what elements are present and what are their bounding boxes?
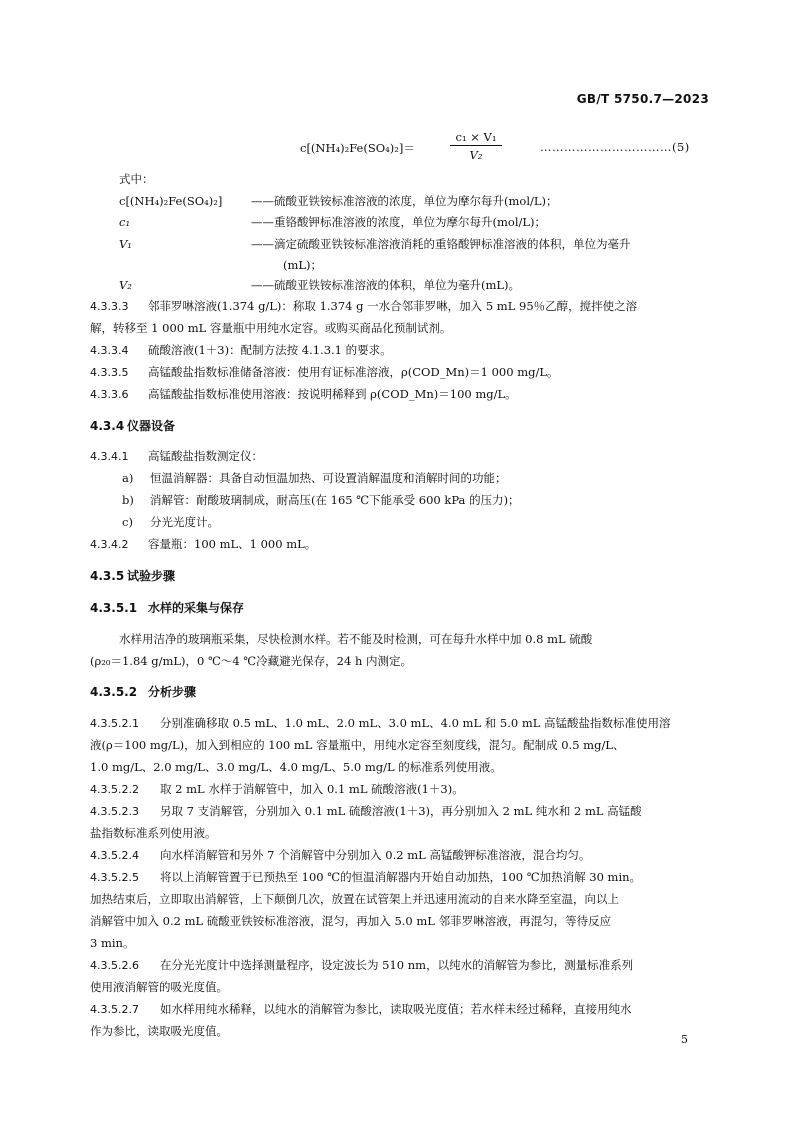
clause-text: 取 2 mL 水样于消解管中，加入 0.1 mL 硫酸溶液(1＋3)。 [160,782,464,796]
clause-number: 4.3.5.2.3 [90,805,139,818]
section-heading-4-3-4 [90,418,176,434]
section-title: 水样的采集与保存 [148,601,245,615]
section-heading-4-3-5-2 [90,684,197,700]
section-title: 试验步骤 [127,569,176,583]
clause-4-3-5-2-6 [90,957,634,974]
def-description: ——硫酸亚铁铵标准溶液的体积，单位为毫升(mL)。 [251,278,521,292]
list-marker: b) [122,493,134,507]
paragraph-line: (ρ₂₀＝1.84 g/mL)，0 ℃～4 ℃冷藏避光保存，24 h 内测定。 [90,654,413,668]
def-symbol: V₁ [119,237,132,251]
section-heading-4-3-5 [90,568,176,584]
clause-4-3-5-2-5 [90,869,642,886]
clause-text: 高锰酸盐指数标准储备溶液：使用有证标准溶液，ρ(COD_Mn)＝1 000 mg/L。 [148,365,559,379]
formula-numerator: c₁ × V₁ [450,130,502,146]
clause-text-cont: 使用液消解管的吸光度值。 [90,980,228,994]
clause-text-cont: 3 min。 [90,936,135,950]
clause-text: 邻菲罗啉溶液(1.374 g/L)：称取 1.374 g 一水合邻菲罗啉，加入 5 mL 95％乙醇，搅拌使之溶 [148,299,638,313]
section-title: 仪器设备 [127,419,176,433]
clause-text-cont: 加热结束后，立即取出消解管，上下颠倒几次，放置在试管架上并迅速用流动的自来水降至室温，向以上 [90,892,619,906]
clause-text: 容量瓶：100 mL、1 000 mL。 [148,537,317,551]
clause-number: 4.3.5.2.6 [90,959,139,972]
clause-text-cont: 盐指数标准系列使用液。 [90,826,217,840]
clause-4-3-5-2-2 [90,781,464,798]
clause-4-3-4-2 [90,536,317,553]
clause-text-cont: 液(ρ＝100 mg/L)，加入到相应的 100 mL 容量瓶中，用纯水定容至刻度线，混匀。配制成 0.5 mg/L、 [90,738,625,752]
list-marker: c) [122,515,133,529]
clause-number: 4.3.3.6 [90,388,129,401]
list-text: 消解管：耐酸玻璃制成，耐高压(在 165 ℃下能承受 600 kPa 的压力)； [150,493,520,507]
clause-number: 4.3.3.5 [90,366,129,379]
clause-4-3-3-5 [90,364,559,381]
formula-fraction [450,130,502,162]
clause-text: 如水样用纯水稀释，以纯水的消解管为参比，读取吸光度值；若水样未经过稀释，直接用纯水 [160,1002,632,1016]
clause-text-cont: 作为参比，读取吸光度值。 [90,1024,228,1038]
formula-denominator: V₂ [469,148,483,162]
clause-text: 在分光光度计中选择测量程序，设定波长为 510 nm，以纯水的消解管为参比，测量标准系列 [160,958,634,972]
formula-lhs: c[(NH₄)₂Fe(SO₄)₂]＝ [300,141,415,155]
section-number: 4.3.5 [90,569,125,583]
clause-4-3-5-2-1 [90,715,671,732]
clause-number: 4.3.3.4 [90,344,129,357]
clause-text: 高锰酸盐指数测定仪： [148,449,263,463]
clause-4-3-4-1 [90,448,263,465]
clause-4-3-5-2-4 [90,847,591,864]
clause-text: 另取 7 支消解管，分别加入 0.1 mL 硫酸溶液(1＋3)，再分别加入 2 mL 纯水和 2 mL 高锰酸 [160,804,642,818]
clause-4-3-5-2-7 [90,1001,632,1018]
clause-text: 高锰酸盐指数标准使用溶液：按说明稀释到 ρ(COD_Mn)＝100 mg/L。 [148,387,517,401]
clause-number: 4.3.5.2.4 [90,849,139,862]
defs-intro: 式中： [119,172,154,186]
clause-text-cont: 消解管中加入 0.2 mL 硫酸亚铁铵标准溶液，混匀，再加入 5.0 mL 邻菲罗啉溶液，再混匀，等待反应 [90,914,612,928]
def-description: (mL)； [283,258,323,272]
clause-4-3-5-2-3 [90,803,642,820]
clause-text: 硫酸溶液(1＋3)：配制方法按 4.1.3.1 的要求。 [148,343,392,357]
clause-number: 4.3.5.2.5 [90,871,139,884]
def-symbol: c[(NH₄)₂Fe(SO₄)₂] [119,194,223,208]
paragraph-line: 水样用洁净的玻璃瓶采集，尽快检测水样。若不能及时检测，可在每升水样中加 0.8 mL 硫酸 [119,632,593,646]
section-title: 分析步骤 [148,685,197,699]
section-number: 4.3.5.2 [90,685,138,699]
formula-5 [300,130,720,166]
clause-text: 向水样消解管和另外 7 个消解管中分别加入 0.2 mL 高锰酸钾标准溶液，混合均匀。 [160,848,591,862]
section-heading-4-3-5-1 [90,600,245,616]
def-description: ——重铬酸钾标准溶液的浓度，单位为摩尔每升(mol/L)； [251,215,546,229]
def-description: ——硫酸亚铁铵标准溶液的浓度，单位为摩尔每升(mol/L)； [251,194,558,208]
list-text: 恒温消解器：具备自动恒温加热、可设置消解温度和消解时间的功能； [150,471,507,485]
clause-number: 4.3.4.2 [90,538,129,551]
list-text: 分光光度计。 [150,515,219,529]
def-description: ——滴定硫酸亚铁铵标准溶液消耗的重铬酸钾标准溶液的体积，单位为毫升 [251,237,631,251]
clause-text: 将以上消解管置于已预热至 100 ℃的恒温消解器内开始自动加热，100 ℃加热消解 30 min。 [160,870,642,884]
section-number: 4.3.4 [90,419,125,433]
clause-4-3-3-3 [90,298,638,315]
clause-number: 4.3.4.1 [90,450,129,463]
clause-number: 4.3.5.2.2 [90,783,139,796]
list-marker: a) [122,471,134,485]
clause-number: 4.3.5.2.7 [90,1003,139,1016]
clause-text: 分别准确移取 0.5 mL、1.0 mL、2.0 mL、3.0 mL、4.0 mL 和 5.0 mL 高锰酸盐指数标准使用溶 [160,716,671,730]
formula-number: ……………………………(5) [540,140,690,154]
def-symbol: V₂ [119,278,132,292]
clause-number: 4.3.3.3 [90,300,129,313]
def-symbol: c₁ [119,215,131,229]
clause-4-3-3-6 [90,386,517,403]
standard-number: GB/T 5750.7—2023 [576,92,709,106]
clause-number: 4.3.5.2.1 [90,717,139,730]
section-number: 4.3.5.1 [90,601,138,615]
clause-text-cont: 1.0 mg/L、2.0 mg/L、3.0 mg/L、4.0 mg/L、5.0 mg/L 的标准系列使用液。 [90,760,502,774]
page-number: 5 [681,1033,688,1046]
clause-4-3-3-4 [90,342,392,359]
clause-text-cont: 解，转移至 1 000 mL 容量瓶中用纯水定容。或购买商品化预制试剂。 [90,321,452,335]
